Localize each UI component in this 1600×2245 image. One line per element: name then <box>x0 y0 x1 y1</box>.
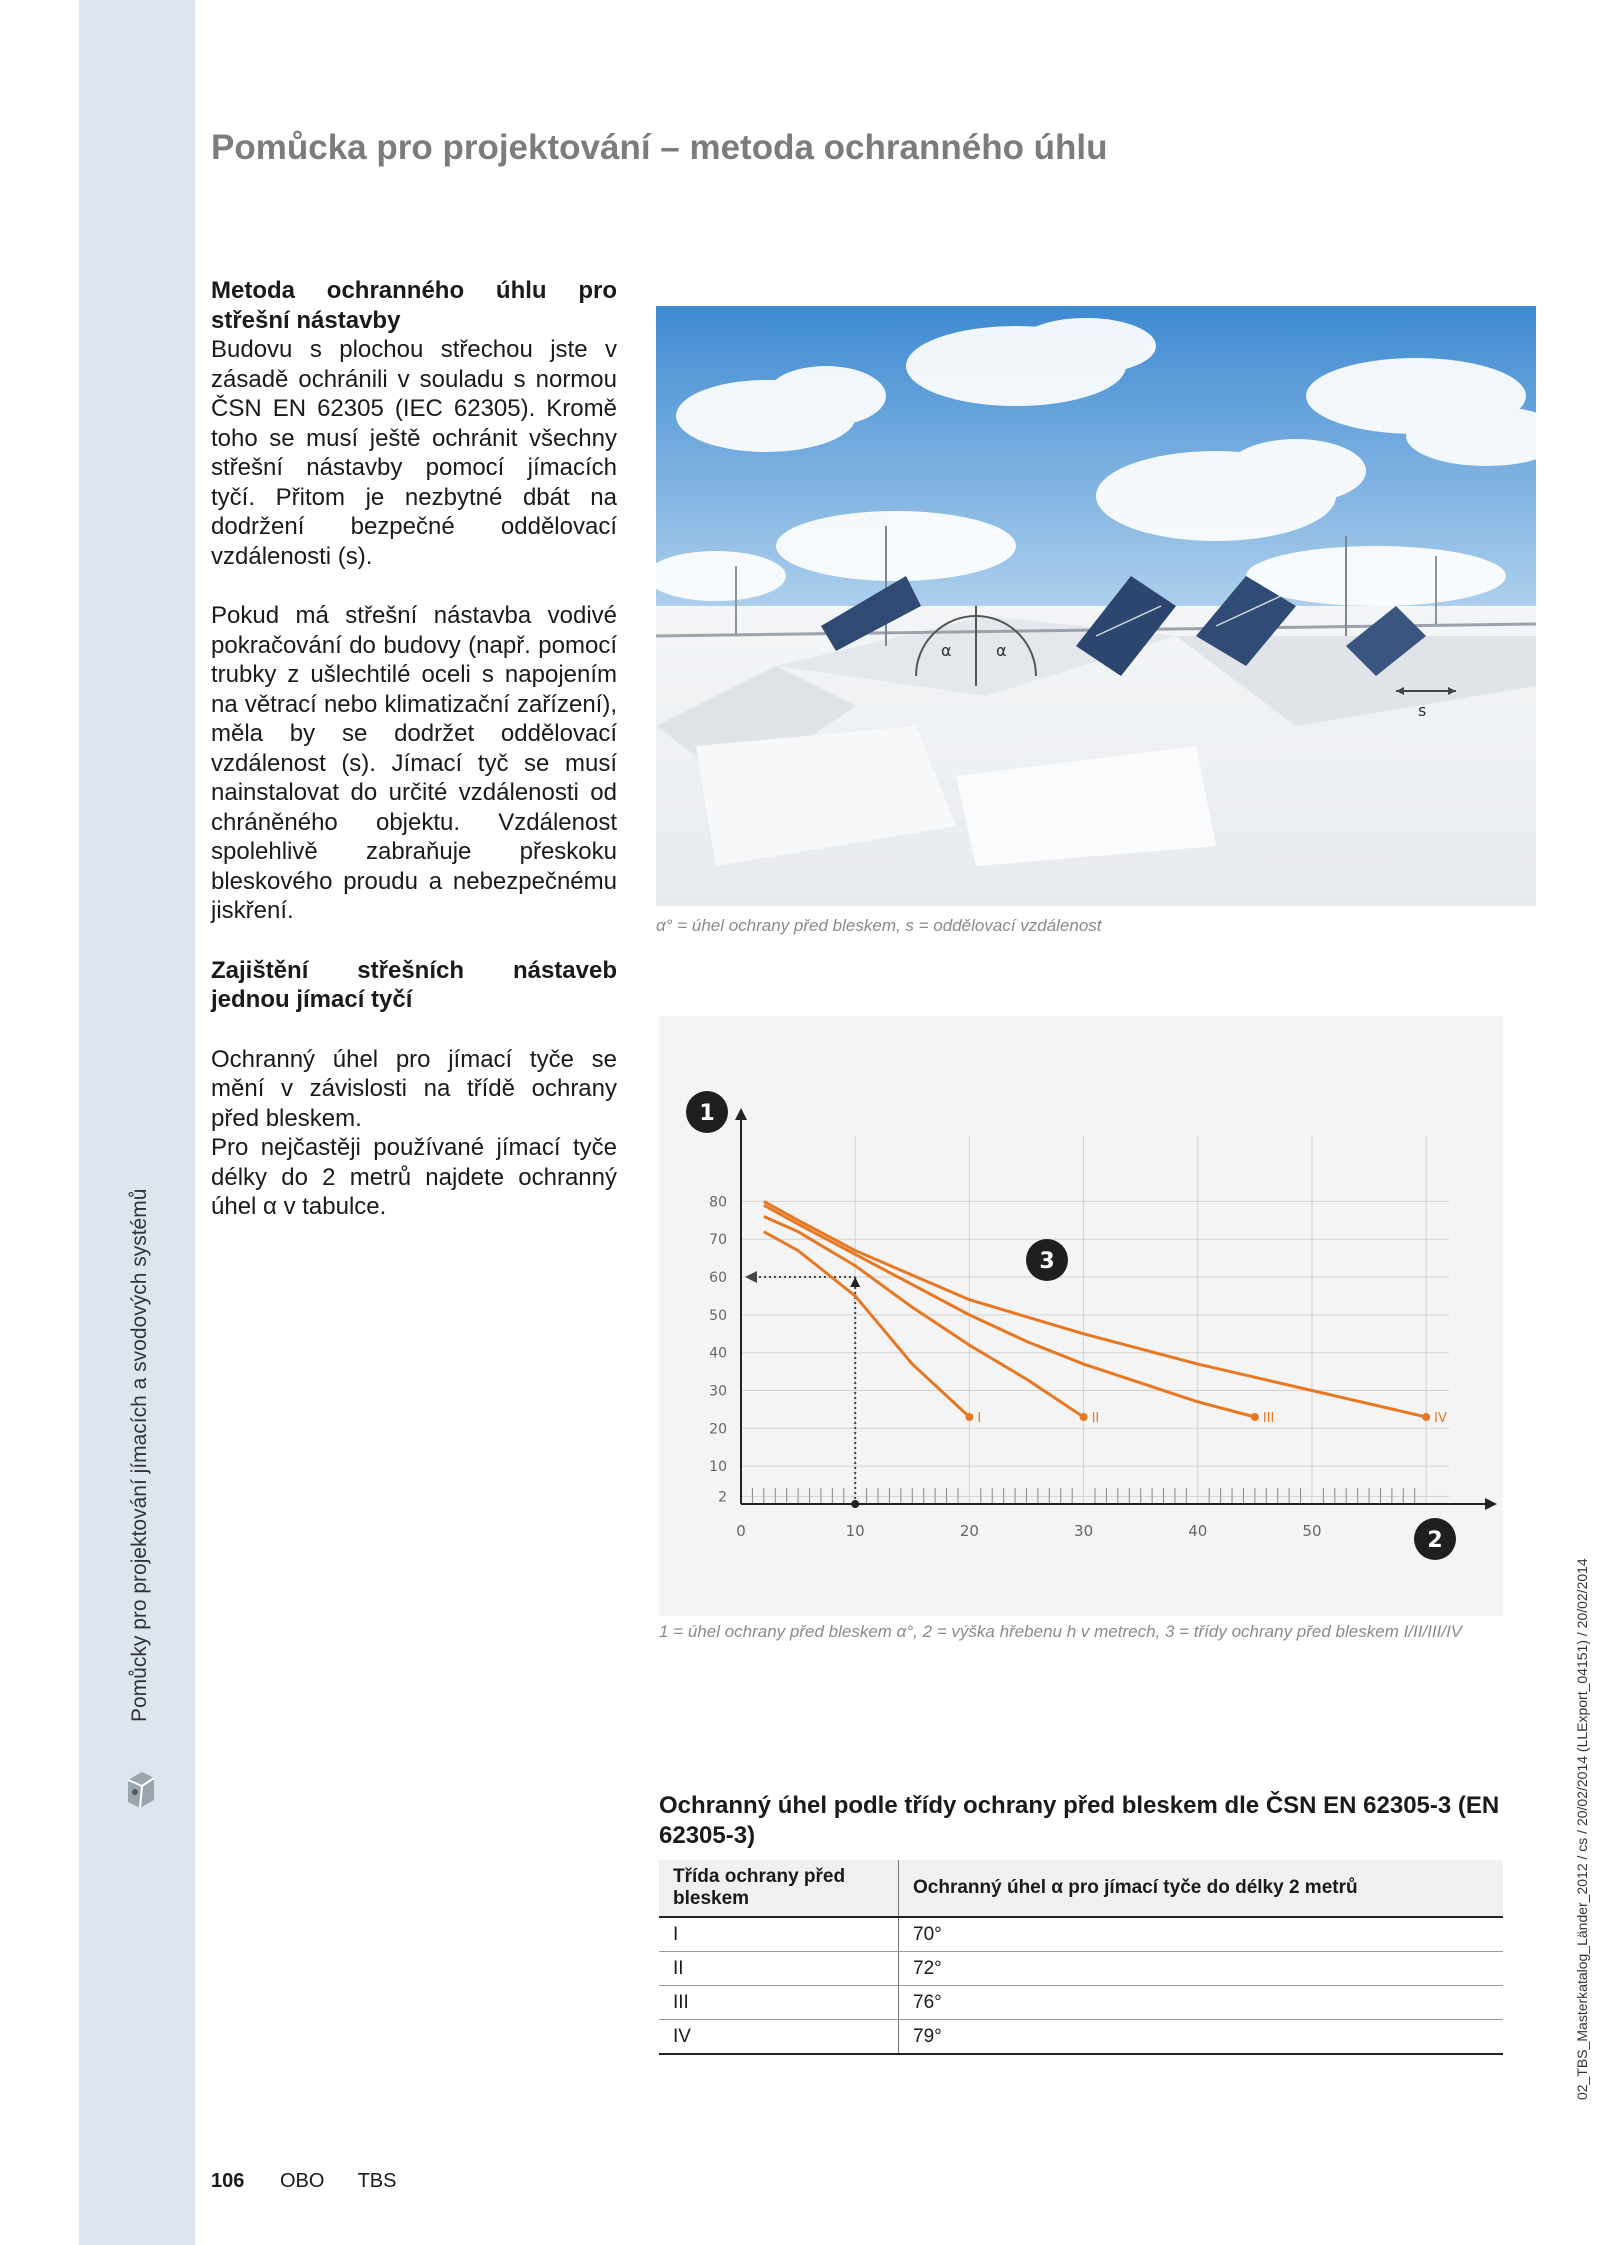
series-end-point <box>1080 1413 1088 1421</box>
page-footer <box>211 2170 397 2193</box>
x-tick-label: 50 <box>1302 1522 1322 1540</box>
left-column-section-1 <box>211 276 617 1222</box>
table-cell: II <box>659 1952 899 1986</box>
sidebar-band <box>79 0 195 2245</box>
x-tick-label: 40 <box>1188 1522 1208 1540</box>
table-cell: 76° <box>899 1986 1504 2020</box>
chart-svg <box>659 1016 1503 1616</box>
paragraph: Budovu s plochou střechou jste v zásadě ochránili v souladu s normou ČSN EN 62305 (IEC 62305). Kromě toho se musí ještě ochránit všechny střešní nástavby pomocí jímacích tyčí. Přitom je nezbytné dbát na dodržení bezpečné oddělovací vzdálenosti (s). <box>211 336 617 570</box>
sidebar-chapter-label: Pomůcky pro projektování jímacích a svodových systémů <box>128 1188 151 1722</box>
photo-caption: α° = úhel ochrany před bleskem, s = oddělovací vzdálenost <box>656 916 1102 935</box>
table-row <box>659 2020 1503 2055</box>
x-tick-label: 30 <box>1074 1522 1094 1540</box>
photo-alpha-label-right: α <box>996 641 1007 660</box>
y-tick-label: 60 <box>709 1270 727 1287</box>
y-tick-label: 10 <box>709 1459 727 1476</box>
footer-series: TBS <box>357 2170 397 2192</box>
x-tick-label: 10 <box>845 1522 865 1540</box>
paragraph: Ochranný úhel pro jímací tyče se mění v závislosti na třídě ochrany před bleskem. <box>211 1045 617 1132</box>
table-cell: III <box>659 1986 899 2020</box>
marker-base-dot <box>851 1500 859 1508</box>
section-heading: Zajištění střešních nástaveb jednou jímací tyčí <box>211 956 617 1013</box>
paragraph: Pokud má střešní nástavba vodivé pokračování do budovy (např. pomocí trubky z ušlechtilé oceli s napojením na větrací nebo klimatizační zařízení), měla by se dodržet oddělovací vzdálenost (s). Jímací tyč se musí nainstalovat do určité vzdálenosti od chráněného objektu. Vzdálenost spolehlivě zabraňuje přeskoku bleskového proudu a nebezpečnému jiskření. <box>211 602 617 924</box>
series-label: I <box>977 1411 982 1426</box>
y-tick-label: 80 <box>709 1194 727 1211</box>
table-row <box>659 1986 1503 2020</box>
table-row <box>659 1952 1503 1986</box>
badge-y-axis: 1 <box>699 1101 715 1126</box>
table-title: Ochranný úhel podle třídy ochrany před bleskem dle ČSN EN 62305-3 (EN 62305-3) <box>659 1792 1500 1849</box>
photo-alpha-label-left: α <box>941 641 952 660</box>
badge-x-axis: 2 <box>1427 1528 1443 1553</box>
section-heading: Metoda ochranného úhlu pro střešní nástavby <box>211 277 617 334</box>
photo-s-label: s <box>1418 701 1427 720</box>
column-header: Ochranný úhel α pro jímací tyče do délky 2 metrů <box>899 1860 1504 1917</box>
table-cell: 72° <box>899 1952 1504 1986</box>
marker-point <box>850 1277 860 1287</box>
column-header: Třída ochrany před bleskem <box>659 1860 899 1917</box>
print-job-label: 02_TBS_Masterkatalog_Länder_2012 / cs / 20/02/2014 (LLExport_04151) / 20/02/2014 <box>1574 1558 1590 2100</box>
x-axis-arrow <box>1485 1498 1497 1510</box>
table-row <box>659 1917 1503 1952</box>
y-tick-label: 2 <box>718 1489 727 1506</box>
rooftop-photo <box>656 306 1536 906</box>
series-label: III <box>1262 1411 1275 1426</box>
series-end-point <box>965 1413 973 1421</box>
table-cell: IV <box>659 2020 899 2055</box>
y-tick-label: 20 <box>709 1421 727 1438</box>
x-tick-label: 0 <box>736 1522 746 1540</box>
series-end-point <box>1422 1413 1430 1421</box>
series-end-point <box>1251 1413 1259 1421</box>
table-cell: 70° <box>899 1917 1504 1952</box>
series-label: II <box>1091 1411 1100 1426</box>
y-axis-arrow <box>735 1108 747 1120</box>
y-tick-label: 50 <box>709 1307 727 1324</box>
page-number: 106 <box>211 2170 245 2192</box>
footer-brand: OBO <box>279 2170 325 2192</box>
badge-classes: 3 <box>1039 1249 1055 1274</box>
y-tick-label: 70 <box>709 1232 727 1249</box>
chart-caption: 1 = úhel ochrany před bleskem α°, 2 = výška hřebenu h v metrech, 3 = třídy ochrany před bleskem I/II/III/IV <box>659 1622 1463 1641</box>
x-tick-label: 20 <box>959 1522 979 1540</box>
series-line <box>764 1201 1426 1417</box>
table-cell: 79° <box>899 2020 1504 2055</box>
y-tick-label: 40 <box>709 1345 727 1362</box>
protection-angle-table <box>659 1860 1503 2055</box>
page-title: Pomůcka pro projektování – metoda ochranného úhlu <box>211 128 1108 167</box>
marker-arrow <box>745 1271 757 1283</box>
paragraph: Pro nejčastěji používané jímací tyče délky do 2 metrů najdete ochranný úhel α v tabulce. <box>211 1134 617 1220</box>
protection-angle-chart <box>659 1016 1503 1616</box>
table-cell: I <box>659 1917 899 1952</box>
y-tick-label: 30 <box>709 1383 727 1400</box>
obo-logo-icon <box>124 1768 158 1812</box>
table-header-row <box>659 1860 1503 1917</box>
series-label: IV <box>1434 1411 1447 1426</box>
